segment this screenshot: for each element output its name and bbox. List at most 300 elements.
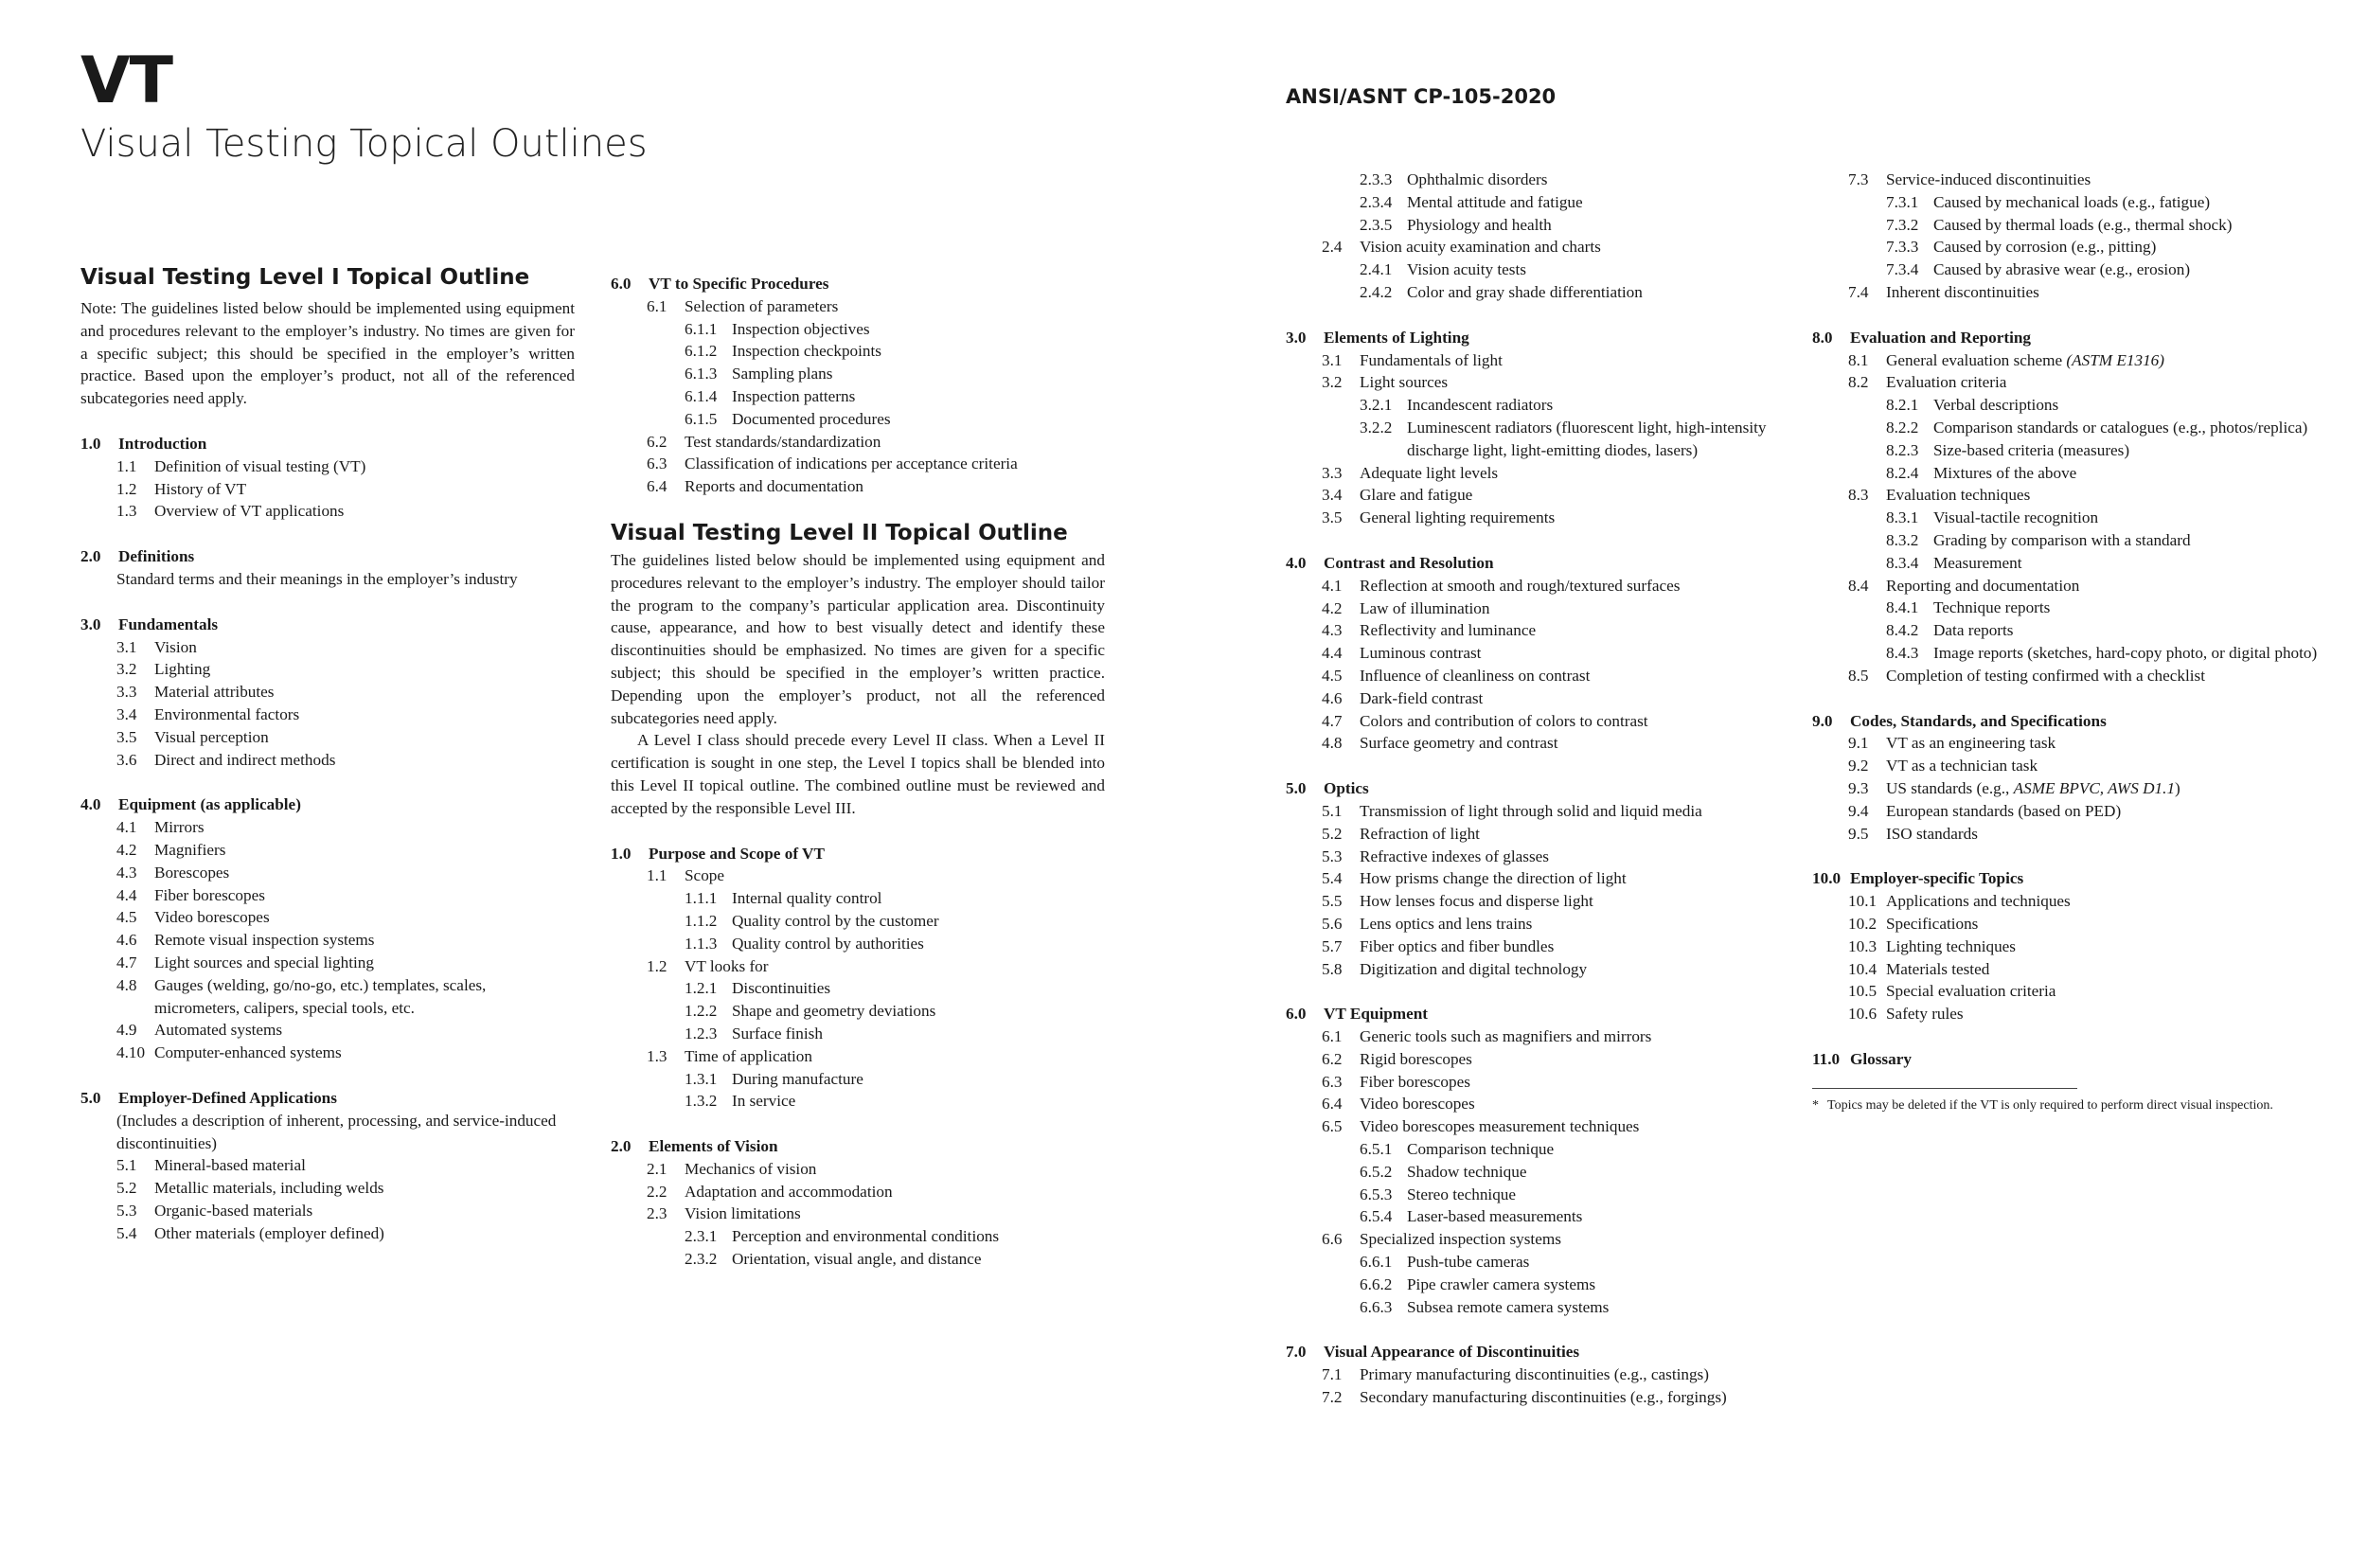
item-number: 3.6 (116, 750, 137, 769)
outline-item (1812, 552, 2342, 575)
item-text (154, 862, 575, 884)
item-text (1360, 371, 1816, 394)
section-number: 3.0 (1286, 328, 1307, 347)
item-text (154, 816, 575, 839)
item-label: Quality control by the customer (732, 911, 939, 930)
section-heading (80, 545, 575, 568)
item-label: Orientation, visual angle, and distance (732, 1250, 982, 1269)
outline-item (1286, 417, 1816, 462)
section-title: Contrast and Resolution (1324, 553, 1494, 572)
item-text (732, 1090, 1105, 1113)
item-number: 6.5.2 (1360, 1162, 1393, 1181)
item-number: 3.2 (116, 660, 137, 679)
outline-item (1286, 1048, 1816, 1071)
item-number: 8.4.2 (1886, 621, 1919, 640)
outline-item (1286, 507, 1816, 529)
outline-item (80, 749, 575, 772)
item-label: Inspection objectives (732, 319, 870, 338)
outline-item (1812, 371, 2342, 394)
item-label: Automated systems (154, 1021, 283, 1040)
item-text (116, 568, 575, 591)
item-number: 8.1 (1848, 350, 1869, 369)
outline-item (611, 453, 1105, 475)
item-label: Physiology and health (1407, 215, 1552, 234)
item-number: 2.4 (1322, 238, 1343, 257)
outline-item (1812, 665, 2342, 687)
item-label: Caused by mechanical loads (e.g., fatigue) (1933, 192, 2211, 211)
item-text (685, 453, 1105, 475)
outline-item (1286, 191, 1816, 214)
item-text (1360, 890, 1816, 913)
outline-section (1812, 867, 2342, 1025)
item-number: 2.3.4 (1360, 192, 1393, 211)
item-text (685, 431, 1105, 454)
item-number: 6.6.2 (1360, 1274, 1393, 1293)
outline-item (80, 839, 575, 862)
outline-column-1 (80, 433, 575, 1245)
outline-item (611, 1181, 1105, 1203)
item-label: Test standards/standardization (685, 432, 881, 451)
item-label: Evaluation criteria (1886, 373, 2007, 392)
section-number: 5.0 (1286, 779, 1307, 798)
item-text (1407, 281, 1816, 304)
item-number: 4.2 (1322, 598, 1343, 617)
section-number: 4.0 (80, 795, 101, 814)
item-number: 1.3.1 (685, 1069, 718, 1088)
item-label: Comparison standards or catalogues (e.g., photos/replica) (1933, 418, 2308, 437)
item-label: Fiber borescopes (1360, 1072, 1470, 1091)
outline-section (1286, 552, 1816, 755)
outline-item (1286, 687, 1816, 710)
item-label: Surface finish (732, 1024, 823, 1042)
item-number: 1.3.2 (685, 1092, 718, 1111)
outline-item (611, 318, 1105, 341)
item-text (154, 1042, 575, 1064)
item-text (732, 1248, 1105, 1271)
item-text (732, 1023, 1105, 1045)
outline-item (80, 1019, 575, 1042)
item-number: 8.2.4 (1886, 463, 1919, 482)
item-label: Metallic materials, including welds (154, 1179, 384, 1198)
item-text (1360, 846, 1816, 868)
item-text (1933, 258, 2342, 281)
outline-item (1286, 935, 1816, 958)
item-label: Data reports (1933, 621, 2014, 640)
item-text (732, 887, 1105, 910)
outline-item (611, 1068, 1105, 1091)
outline-section (80, 793, 575, 1064)
item-text (732, 340, 1105, 363)
item-number: 8.2.3 (1886, 440, 1919, 459)
item-label: Reporting and documentation (1886, 576, 2080, 595)
footnote-text: Topics may be deleted if the VT is only required to perform direct visual inspection. (1827, 1097, 2273, 1113)
outline-item (1812, 529, 2342, 552)
section-number: 7.0 (1286, 1343, 1307, 1362)
item-number: 6.5.4 (1360, 1207, 1393, 1226)
item-text (1886, 913, 2342, 935)
outline-item (611, 1000, 1105, 1023)
outline-item (611, 977, 1105, 1000)
outline-item (611, 408, 1105, 431)
footnote-mark: * (1812, 1097, 1819, 1113)
outline-item (1812, 732, 2342, 755)
outline-item (80, 455, 575, 478)
item-text (154, 681, 575, 704)
column-3 (1286, 169, 1816, 1409)
outline-item (1286, 236, 1816, 258)
outline-item (80, 704, 575, 726)
item-text (1360, 484, 1816, 507)
item-text (154, 749, 575, 772)
outline-item (80, 816, 575, 839)
item-number: 5.3 (1322, 846, 1343, 865)
item-number: 5.2 (116, 1179, 137, 1198)
item-number: 1.2.2 (685, 1002, 718, 1021)
section-title: Codes, Standards, and Specifications (1850, 711, 2107, 730)
item-text (1886, 1003, 2342, 1025)
item-text (1360, 710, 1816, 733)
item-label: Fiber optics and fiber bundles (1360, 936, 1555, 955)
item-text (1886, 755, 2342, 777)
outline-item (1286, 169, 1816, 191)
item-label: Laser-based measurements (1407, 1207, 1583, 1226)
outline-item (1286, 1093, 1816, 1115)
item-label: Other materials (employer defined) (154, 1223, 384, 1242)
outline-column-2a (611, 273, 1105, 498)
item-text (685, 295, 1105, 318)
outline-item (1286, 1071, 1816, 1094)
item-text (1407, 394, 1816, 417)
item-number: 1.2.1 (685, 979, 718, 998)
item-number: 3.4 (116, 704, 137, 723)
outline-item (1286, 800, 1816, 823)
outline-section (1286, 327, 1816, 529)
item-label: Caused by corrosion (e.g., pitting) (1933, 238, 2157, 257)
section-heading (1286, 777, 1816, 800)
level1-note: Note: The guidelines listed below should be implemented using equipment and procedures relevant to the employer’s industry. No times are given for a specific subject; this should be specified in the employer’s written practice. Based upon the employer’s product, not all of the referenced subcategories need apply. (80, 299, 575, 408)
outline-item (80, 636, 575, 659)
section-heading (1812, 867, 2342, 890)
outline-item (1812, 484, 2342, 507)
item-number: 6.1 (647, 296, 667, 315)
outline-item (80, 1154, 575, 1177)
item-text (1933, 214, 2342, 237)
item-number: 2.3.3 (1360, 170, 1393, 188)
section-title: Elements of Lighting (1324, 328, 1469, 347)
item-label: Grading by comparison with a standard (1933, 530, 2191, 549)
item-number: 10.6 (1848, 1005, 1878, 1024)
outline-item (1812, 619, 2342, 642)
item-text (1933, 597, 2342, 619)
item-reference: ASME BPVC, AWS D1.1 (2013, 778, 2176, 797)
item-label: How prisms change the direction of light (1360, 869, 1627, 888)
item-number: 1.1.3 (685, 934, 718, 953)
item-text (732, 318, 1105, 341)
item-label: In service (732, 1092, 796, 1111)
outline-item (611, 1045, 1105, 1068)
item-number: 8.2.1 (1886, 396, 1919, 415)
item-text (1360, 236, 1816, 258)
item-text (1360, 575, 1816, 597)
item-text (685, 955, 1105, 978)
item-label: Discontinuities (732, 979, 831, 998)
item-number: 3.5 (116, 727, 137, 746)
item-number: 4.5 (116, 908, 137, 927)
outline-item (1286, 1228, 1816, 1251)
item-number: 10.2 (1848, 914, 1878, 933)
footnote-rule (1812, 1088, 2077, 1089)
item-label: Service-induced discontinuities (1886, 170, 2091, 188)
outline-item (80, 568, 575, 591)
item-label: Video borescopes (1360, 1095, 1475, 1114)
outline-item (1812, 800, 2342, 823)
item-number: 3.2.2 (1360, 418, 1393, 437)
outline-item (1286, 1138, 1816, 1161)
item-number: 5.8 (1322, 959, 1343, 978)
item-label: US standards (e.g., (1886, 778, 2010, 797)
item-number: 9.2 (1848, 757, 1869, 775)
item-label: Inherent discontinuities (1886, 282, 2039, 301)
outline-item (1812, 439, 2342, 462)
standard-number: ANSI/ASNT CP-105-2020 (1286, 85, 1557, 108)
item-number: 1.1.1 (685, 889, 718, 908)
item-number: 3.2.1 (1360, 396, 1393, 415)
item-text (1360, 687, 1816, 710)
outline-item (1812, 575, 2342, 597)
item-label: Lighting techniques (1886, 936, 2016, 955)
item-number: 4.1 (1322, 576, 1343, 595)
big-title: VT (80, 44, 173, 118)
section-number: 6.0 (1286, 1005, 1307, 1024)
item-number: 1.3 (647, 1046, 667, 1065)
outline-item (611, 1203, 1105, 1225)
section-number: 1.0 (80, 434, 101, 453)
outline-item (1286, 1025, 1816, 1048)
outline-section (611, 843, 1105, 1114)
item-label: Reports and documentation (685, 477, 864, 496)
section-title: Optics (1324, 779, 1369, 798)
outline-item (611, 475, 1105, 498)
item-number: 3.1 (1322, 350, 1343, 369)
item-reference: (ASTM E1316) (2066, 350, 2164, 369)
item-number: 4.1 (116, 818, 137, 837)
item-number: 4.7 (1322, 711, 1343, 730)
item-number: 3.5 (1322, 508, 1343, 527)
item-label: Luminous contrast (1360, 644, 1482, 663)
item-number: 7.3.3 (1886, 238, 1919, 257)
item-label: Lens optics and lens trains (1360, 914, 1533, 933)
item-text (1886, 890, 2342, 913)
item-label: Inspection checkpoints (732, 342, 881, 361)
item-number: 7.3.4 (1886, 260, 1919, 279)
item-text (1886, 281, 2342, 304)
item-text (1933, 394, 2342, 417)
item-text (154, 478, 575, 501)
section-title: Employer-specific Topics (1850, 869, 2024, 888)
section-number: 10.0 (1812, 869, 1842, 888)
item-number: 9.1 (1848, 734, 1869, 753)
outline-item (1286, 958, 1816, 981)
level1-heading: Visual Testing Level I Topical Outline (80, 265, 530, 290)
outline-item (80, 974, 575, 1020)
item-number: 2.3.5 (1360, 215, 1393, 234)
item-label: Direct and indirect methods (154, 750, 336, 769)
item-text (1360, 665, 1816, 687)
item-label: Primary manufacturing discontinuities (e.g., castings) (1360, 1365, 1709, 1384)
outline-item (611, 955, 1105, 978)
outline-item (1286, 214, 1816, 237)
item-label: VT looks for (685, 956, 769, 975)
section-title: Visual Appearance of Discontinuities (1324, 1343, 1580, 1362)
outline-item (611, 295, 1105, 318)
item-text (1886, 484, 2342, 507)
item-text (1886, 823, 2342, 846)
item-text (732, 1225, 1105, 1248)
item-label: Surface geometry and contrast (1360, 734, 1558, 753)
item-number: 4.5 (1322, 666, 1343, 685)
outline-column-3 (1286, 169, 1816, 1409)
section-title: Glossary (1850, 1049, 1912, 1068)
item-number: 6.4 (647, 477, 667, 496)
item-text (1886, 958, 2342, 981)
item-label: Caused by abrasive wear (e.g., erosion) (1933, 260, 2191, 279)
outline-item (1812, 258, 2342, 281)
item-number: 6.5.3 (1360, 1185, 1393, 1203)
item-label: Generic tools such as magnifiers and mirrors (1360, 1027, 1652, 1046)
outline-item (1812, 823, 2342, 846)
item-label: Glare and fatigue (1360, 486, 1473, 505)
outline-item (80, 862, 575, 884)
item-text (685, 1045, 1105, 1068)
item-number: 9.3 (1848, 778, 1869, 797)
item-label: Shadow technique (1407, 1162, 1527, 1181)
item-label: Remote visual inspection systems (154, 931, 375, 950)
item-number: 3.1 (116, 637, 137, 656)
item-text (1933, 462, 2342, 485)
item-label: Applications and techniques (1886, 892, 2071, 911)
item-label: Push-tube cameras (1407, 1253, 1530, 1272)
outline-item (1812, 890, 2342, 913)
outline-item (611, 1090, 1105, 1113)
item-text (1360, 1071, 1816, 1094)
item-label: During manufacture (732, 1069, 863, 1088)
outline-item (1286, 484, 1816, 507)
outline-section (1286, 777, 1816, 980)
item-number: 2.3.2 (685, 1250, 718, 1269)
outline-item (1812, 1003, 2342, 1025)
item-text (154, 658, 575, 681)
item-text (1360, 867, 1816, 890)
outline-item (1286, 1251, 1816, 1274)
item-number: 10.4 (1848, 959, 1878, 978)
item-number: 5.1 (116, 1156, 137, 1175)
item-label: Mechanics of vision (685, 1159, 817, 1178)
item-number: 4.8 (1322, 734, 1343, 753)
item-label: Transmission of light through solid and liquid media (1360, 801, 1702, 820)
item-number: 7.3.2 (1886, 215, 1919, 234)
column-4 (1812, 169, 2342, 1114)
item-text (1933, 439, 2342, 462)
outline-item (1286, 823, 1816, 846)
outline-item (1286, 619, 1816, 642)
item-number: 4.9 (116, 1021, 137, 1040)
section-number: 6.0 (611, 275, 632, 293)
item-text (1933, 619, 2342, 642)
item-label: Vision (154, 637, 197, 656)
outline-item (1286, 281, 1816, 304)
outline-item (80, 726, 575, 749)
item-text (154, 839, 575, 862)
item-label: Colors and contribution of colors to contrast (1360, 711, 1648, 730)
outline-section (80, 545, 575, 591)
outline-item (80, 1110, 575, 1155)
item-label: Stereo technique (1407, 1185, 1517, 1203)
item-text (1933, 191, 2342, 214)
item-label: Mixtures of the above (1933, 463, 2077, 482)
item-text (1407, 1274, 1816, 1296)
item-label: Law of illumination (1360, 598, 1490, 617)
section-title: Purpose and Scope of VT (649, 844, 825, 863)
outline-section (1286, 1341, 1816, 1408)
item-number: 9.5 (1848, 824, 1869, 843)
outline-item (80, 1200, 575, 1222)
section-title: Definitions (118, 547, 195, 566)
item-label: Computer-enhanced systems (154, 1043, 342, 1062)
item-number: 1.1 (116, 456, 137, 475)
item-label: Vision acuity examination and charts (1360, 238, 1601, 257)
outline-item (1286, 1205, 1816, 1228)
item-label: Quality control by authorities (732, 934, 924, 953)
section-heading (1286, 552, 1816, 575)
item-text (154, 455, 575, 478)
item-label: Selection of parameters (685, 296, 839, 315)
item-number: 8.3 (1848, 486, 1869, 505)
item-number: 5.4 (116, 1223, 137, 1242)
section-title: VT to Specific Procedures (649, 275, 829, 293)
level2-para-1: The guidelines listed below should be implemented using equipment and procedures relevant to the employer’s industry. The employer should tailor the program to the company’s particular application area. Discontinuity cause, appearance, and how to best visually detect and identify these discontinuities should be emphasized. No times are given for a specific subject; this should be specified in the employer’s written practice. Depending upon the employer’s product, not all the referenced subcategories need apply. (611, 550, 1105, 727)
item-label: Safety rules (1886, 1005, 1964, 1024)
item-text (1360, 823, 1816, 846)
item-number: 10.3 (1848, 936, 1878, 955)
item-label: VT as a technician task (1886, 757, 2038, 775)
outline-item (1286, 732, 1816, 755)
outline-item (1812, 236, 2342, 258)
outline-item (1812, 462, 2342, 485)
item-label: Digitization and digital technology (1360, 959, 1588, 978)
outline-column-2b (611, 843, 1105, 1271)
item-text (1360, 935, 1816, 958)
section-title: VT Equipment (1324, 1005, 1429, 1024)
item-label: Visual-tactile recognition (1933, 508, 2099, 527)
outline-item (1812, 169, 2342, 191)
section-heading (1812, 327, 2342, 349)
item-number: 6.1.2 (685, 342, 718, 361)
outline-item (80, 478, 575, 501)
item-text (1933, 642, 2342, 665)
item-text (1407, 1138, 1816, 1161)
item-number: 4.7 (116, 953, 137, 971)
item-label: Inspection patterns (732, 386, 856, 405)
outline-column-4 (1812, 169, 2342, 1071)
outline-item (1812, 980, 2342, 1003)
outline-item (1286, 349, 1816, 372)
section-title: Evaluation and Reporting (1850, 328, 2032, 347)
outline-item (1812, 281, 2342, 304)
item-number: 1.3 (116, 502, 137, 521)
item-label: Documented procedures (732, 409, 891, 428)
item-number: 2.3.1 (685, 1227, 718, 1246)
item-number: 1.2 (116, 479, 137, 498)
